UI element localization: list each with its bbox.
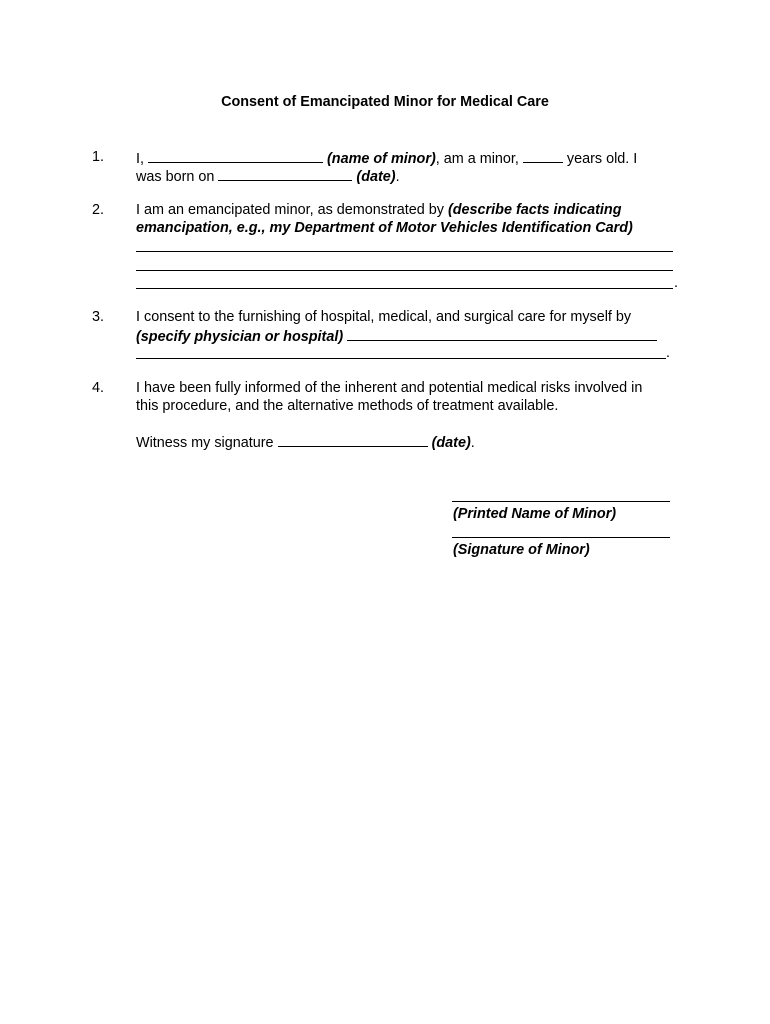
field-label: (name of minor) [327, 151, 436, 167]
clause-text: years old. I [562, 151, 638, 167]
clause-text: I am an emancipated minor, as demonstrated by [136, 202, 448, 218]
field-label: (date) [356, 169, 396, 185]
clause-2-line-2 [136, 219, 682, 237]
name-of-minor-field[interactable] [148, 148, 323, 163]
field-label: emancipation, e.g., my Department of Motor Vehicles Identification Card) [136, 220, 633, 236]
clause-1-line-1 [136, 148, 682, 166]
clause-text: was born on [136, 169, 219, 185]
clause-text: this procedure, and the alternative methods of treatment available. [136, 398, 559, 414]
printed-name-line[interactable] [452, 501, 670, 502]
clause-text: . [395, 169, 400, 185]
clause-3-line-2 [136, 326, 682, 344]
clause-1-line-2 [136, 166, 682, 184]
clause-text: . [470, 435, 475, 451]
physician-field[interactable] [347, 326, 657, 341]
clause-4-line-1 [136, 379, 682, 397]
printed-name-label: (Printed Name of Minor) [453, 506, 617, 522]
clause-3-line-1 [136, 308, 682, 326]
emancipation-facts-line-3[interactable] [136, 288, 673, 289]
field-label: (date) [431, 435, 471, 451]
clause-number: 1. [92, 149, 105, 165]
clause-period: . [666, 345, 670, 361]
clause-text: I consent to the furnishing of hospital, medical, and surgical care for myself by [136, 309, 632, 325]
age-field[interactable] [523, 148, 563, 163]
birth-date-field[interactable] [218, 166, 352, 181]
clause-period: . [674, 275, 678, 291]
clause-number: 2. [92, 202, 105, 218]
witness-signature-field[interactable] [278, 432, 428, 447]
field-label: (specify physician or hospital) [136, 329, 344, 345]
field-label: (describe facts indicating [447, 202, 622, 218]
clause-text: I, [136, 151, 148, 167]
clause-number: 3. [92, 309, 105, 325]
clause-number: 4. [92, 380, 105, 396]
clause-4-line-2 [136, 397, 682, 415]
witness-line [136, 432, 682, 450]
document-title: Consent of Emancipated Minor for Medical Care [221, 94, 549, 110]
emancipation-facts-line-1[interactable] [136, 251, 673, 252]
clause-text: Witness my signature [136, 435, 278, 451]
clause-text: I have been fully informed of the inherent and potential medical risks involved in [136, 380, 643, 396]
clause-text: , am a minor, [435, 151, 523, 167]
physician-line-2[interactable] [136, 358, 666, 359]
signature-line[interactable] [452, 537, 670, 538]
emancipation-facts-line-2[interactable] [136, 270, 673, 271]
signature-label: (Signature of Minor) [453, 542, 590, 558]
clause-2-line-1 [136, 201, 682, 219]
